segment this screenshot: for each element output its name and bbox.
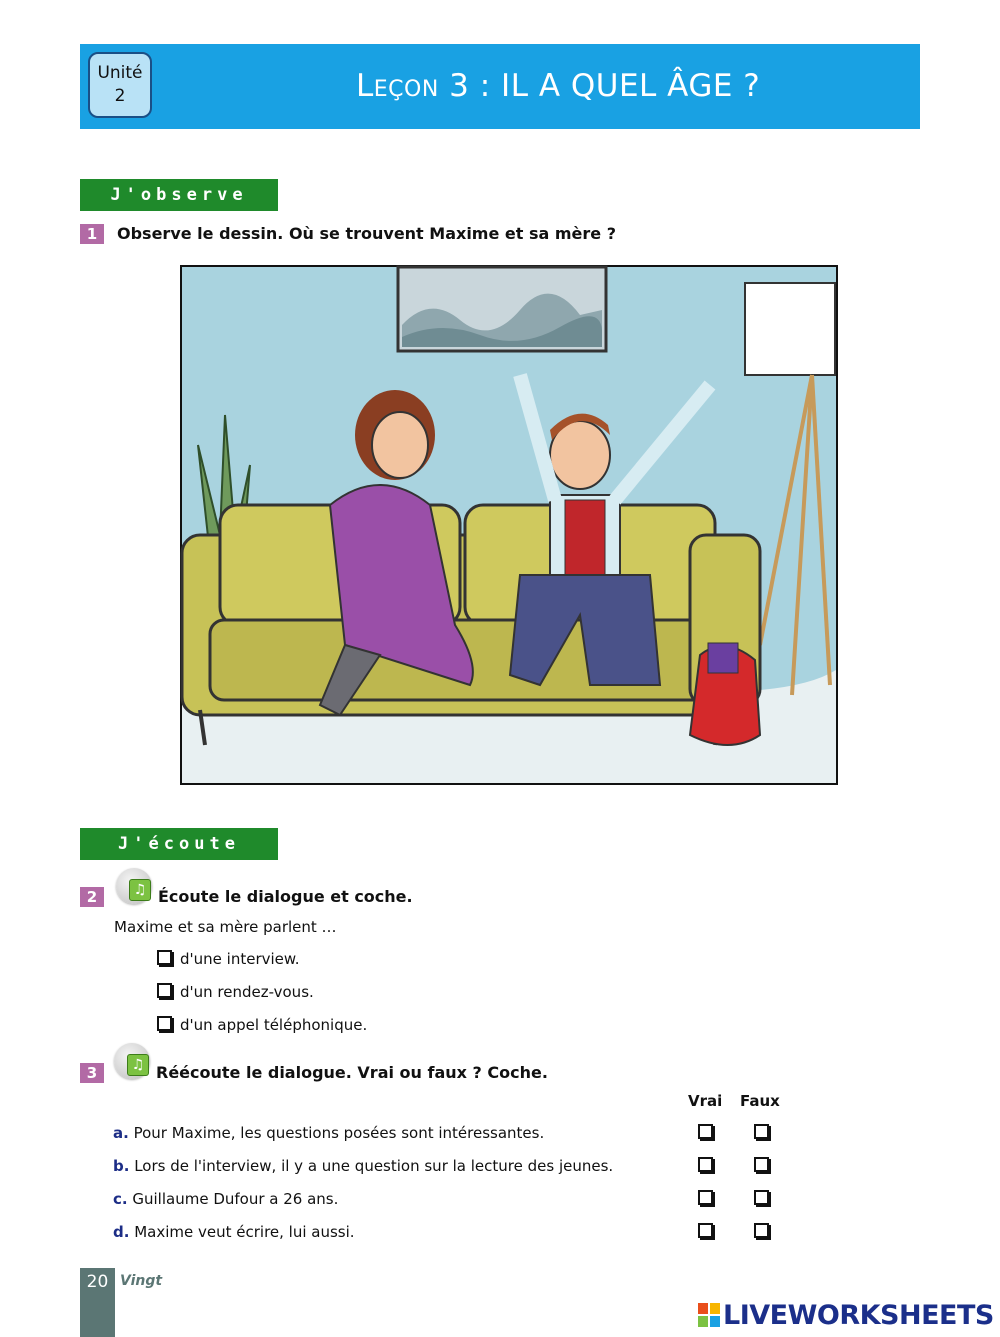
checkbox[interactable]	[157, 983, 172, 998]
faux-checkbox[interactable]	[754, 1124, 769, 1139]
checkbox[interactable]	[157, 1016, 172, 1031]
exercise-number-3: 3	[80, 1063, 104, 1083]
faux-checkbox[interactable]	[754, 1223, 769, 1238]
section-tag-observe: J'observe	[80, 179, 278, 211]
statement-row	[113, 1157, 613, 1175]
liveworksheets-mark-icon	[698, 1303, 720, 1327]
statement-row	[113, 1223, 355, 1241]
unit-label: Unité	[97, 63, 143, 83]
vrai-checkbox[interactable]	[698, 1124, 713, 1139]
liveworksheets-logo	[698, 1300, 994, 1331]
column-header-vrai: Vrai	[688, 1092, 723, 1110]
exercise-3-instruction: Réécoute le dialogue. Vrai ou faux ? Coche.	[156, 1063, 548, 1082]
statement-row	[113, 1190, 338, 1208]
vrai-checkbox[interactable]	[698, 1190, 713, 1205]
brand-name: LIVEWORKSHEETS	[723, 1300, 994, 1331]
vrai-checkbox[interactable]	[698, 1223, 713, 1238]
exercise-2-prompt: Maxime et sa mère parlent …	[114, 918, 337, 936]
option-label: d'un appel téléphonique.	[180, 1016, 368, 1034]
unit-badge	[88, 52, 152, 118]
audio-play-button-2[interactable]	[116, 868, 152, 904]
option-row	[157, 1016, 367, 1034]
page-word: Vingt	[120, 1273, 163, 1289]
faux-checkbox[interactable]	[754, 1157, 769, 1172]
living-room-illustration	[180, 265, 838, 785]
statement-letter: a.	[113, 1124, 129, 1142]
checkbox[interactable]	[157, 950, 172, 965]
lesson-title	[356, 68, 760, 104]
exercise-number-1: 1	[80, 224, 104, 244]
vrai-checkbox[interactable]	[698, 1157, 713, 1172]
statement-row	[113, 1124, 544, 1142]
option-label: d'une interview.	[180, 950, 300, 968]
music-note-icon: ♫	[127, 1054, 149, 1076]
statement-text: Lors de l'interview, il y a une question sur la lecture des jeunes.	[134, 1157, 614, 1175]
music-note-icon: ♫	[129, 879, 151, 901]
option-row	[157, 983, 314, 1001]
exercise-1-instruction: Observe le dessin. Où se trouvent Maxime et sa mère ?	[117, 224, 616, 243]
lesson-prefix: Leçon 3 :	[356, 68, 491, 104]
statement-text: Maxime veut écrire, lui aussi.	[134, 1223, 355, 1241]
option-row	[157, 950, 300, 968]
audio-play-button-3[interactable]	[114, 1043, 150, 1079]
faux-checkbox[interactable]	[754, 1190, 769, 1205]
exercise-2-instruction: Écoute le dialogue et coche.	[158, 887, 413, 906]
statement-text: Pour Maxime, les questions posées sont intéressantes.	[133, 1124, 545, 1142]
statement-letter: d.	[113, 1223, 130, 1241]
page-number: 20	[86, 1272, 109, 1292]
exercise-number-2: 2	[80, 887, 104, 907]
unit-number: 2	[114, 86, 126, 106]
option-label: d'un rendez-vous.	[180, 983, 314, 1001]
lesson-title-text: IL A QUEL ÂGE ?	[501, 68, 761, 104]
statement-text: Guillaume Dufour a 26 ans.	[132, 1190, 339, 1208]
statement-letter: c.	[113, 1190, 128, 1208]
section-tag-listen: J'écoute	[80, 828, 278, 860]
column-header-faux: Faux	[740, 1092, 780, 1110]
statement-letter: b.	[113, 1157, 130, 1175]
